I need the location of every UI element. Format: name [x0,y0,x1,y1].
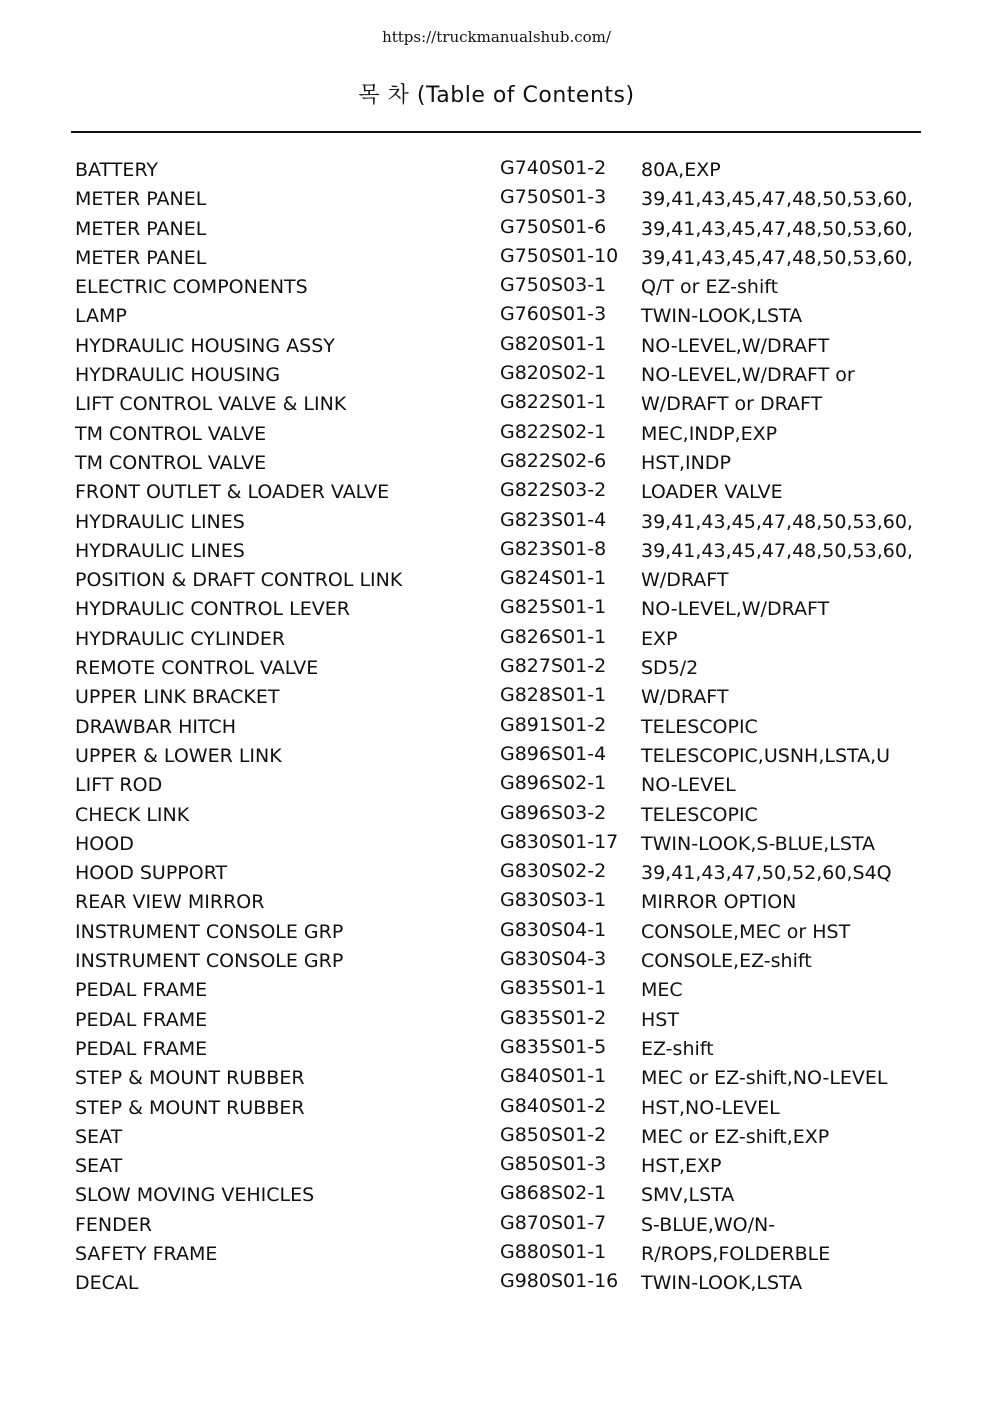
entry-title: LIFT CONTROL VALVE & LINK [75,393,347,416]
entry-code: G750S01-10 [500,244,619,267]
entry-note: CONSOLE,MEC or HST [641,920,851,943]
entry-title: UPPER & LOWER LINK [75,744,282,767]
toc-entry [75,1007,935,1036]
entry-title: UPPER LINK BRACKET [75,686,280,709]
entry-code: G880S01-1 [500,1240,607,1263]
entry-title: FENDER [75,1213,152,1236]
entry-title: METER PANEL [75,246,207,269]
toc-entry [75,1153,935,1182]
entry-code: G823S01-8 [500,537,607,560]
entry-note: HST,EXP [641,1155,722,1178]
toc-entry [75,509,935,538]
toc-entry [75,303,935,332]
entry-note: TWIN-LOOK,LSTA [641,1272,803,1295]
entry-note: 39,41,43,45,47,48,50,53,60, [641,539,913,562]
entry-title: HYDRAULIC LINES [75,539,245,562]
entry-title: REMOTE CONTROL VALVE [75,657,319,680]
toc-entry [75,421,935,450]
entry-note: MEC [641,979,683,1002]
entry-code: G896S01-4 [500,742,607,765]
entry-title: POSITION & DRAFT CONTROL LINK [75,569,403,592]
entry-code: G760S01-3 [500,303,607,326]
entry-title: LAMP [75,305,127,328]
entry-note: SD5/2 [641,657,699,680]
entry-code: G822S02-1 [500,420,607,443]
entry-note: 39,41,43,45,47,48,50,53,60, [641,246,913,269]
entry-title: DRAWBAR HITCH [75,715,237,738]
entry-note: NO-LEVEL,W/DRAFT [641,334,830,357]
entry-code: G896S02-1 [500,772,607,795]
entry-note: 39,41,43,45,47,48,50,53,60, [641,188,913,211]
toc-entry [75,802,935,831]
toc-entry [75,1124,935,1153]
entry-title: INSTRUMENT CONSOLE GRP [75,950,344,973]
entry-code: G830S02-2 [500,860,607,883]
entry-code: G891S01-2 [500,713,607,736]
entry-title: HYDRAULIC CYLINDER [75,627,286,650]
entry-title: INSTRUMENT CONSOLE GRP [75,920,344,943]
entry-code: G820S01-1 [500,332,607,355]
toc-entry [75,1241,935,1270]
entry-code: G835S01-1 [500,977,607,1000]
toc-entry [75,479,935,508]
entry-note: CONSOLE,EZ-shift [641,950,812,973]
entry-code: G750S01-6 [500,215,607,238]
toc-entry [75,333,935,362]
entry-note: EXP [641,627,678,650]
entry-code: G825S01-1 [500,596,607,619]
entry-title: STEP & MOUNT RUBBER [75,1096,305,1119]
entry-title: TM CONTROL VALVE [75,422,267,445]
entry-note: HST [641,1008,679,1031]
entry-title: BATTERY [75,159,159,181]
toc-entry [75,274,935,303]
table-of-contents [75,157,935,1300]
entry-title: ELECTRIC COMPONENTS [75,276,308,299]
entry-note: EZ-shift [641,1037,714,1060]
entry-title: HYDRAULIC LINES [75,510,245,533]
toc-entry [75,450,935,479]
entry-title: PEDAL FRAME [75,979,208,1002]
entry-note: 39,41,43,45,47,48,50,53,60, [641,510,913,533]
toc-entry [75,626,935,655]
entry-note: NO-LEVEL [641,774,736,797]
entry-note: HST,INDP [641,451,731,474]
entry-code: G830S04-3 [500,948,607,971]
toc-entry [75,1065,935,1094]
entry-code: G823S01-4 [500,508,607,531]
entry-note: TWIN-LOOK,LSTA [641,305,803,328]
page-title: 목 차 (Table of Contents) [358,83,635,108]
entry-title: LIFT ROD [75,774,163,797]
entry-code: G750S01-3 [500,186,607,209]
entry-note: TELESCOPIC [641,803,758,826]
entry-code: G870S01-7 [500,1211,607,1234]
entry-title: PEDAL FRAME [75,1037,208,1060]
entry-code: G826S01-1 [500,625,607,648]
toc-entry [75,567,935,596]
entry-code: G868S02-1 [500,1182,607,1205]
entry-title: REAR VIEW MIRROR [75,891,265,914]
entry-note: MEC or EZ-shift,NO-LEVEL [641,1067,888,1090]
entry-code: G822S03-2 [500,479,607,502]
entry-code: G828S01-1 [500,684,607,707]
entry-title: SEAT [75,1125,123,1148]
entry-code: G835S01-5 [500,1035,607,1058]
entry-title: METER PANEL [75,188,207,211]
entry-note: 80A,EXP [641,159,721,181]
entry-code: G750S03-1 [500,274,607,297]
entry-note: 39,41,43,47,50,52,60,S4Q [641,862,892,885]
toc-entry [75,977,935,1006]
title-divider [71,131,921,133]
entry-title: SLOW MOVING VEHICLES [75,1184,315,1207]
toc-entry [75,245,935,274]
entry-title: SAFETY FRAME [75,1242,218,1265]
toc-entry [75,772,935,801]
toc-entry [75,743,935,772]
entry-title: DECAL [75,1272,139,1295]
entry-title: PEDAL FRAME [75,1008,208,1031]
entry-code: G896S03-2 [500,801,607,824]
entry-title: HYDRAULIC CONTROL LEVER [75,598,350,621]
entry-title: METER PANEL [75,217,207,240]
entry-note: TWIN-LOOK,S-BLUE,LSTA [641,832,876,855]
entry-code: G820S02-1 [500,362,607,385]
toc-entry [75,538,935,567]
entry-code: G822S02-6 [500,449,607,472]
entry-note: HST,NO-LEVEL [641,1096,780,1119]
entry-note: S-BLUE,WO/N- [641,1213,776,1236]
entry-title: FRONT OUTLET & LOADER VALVE [75,481,390,504]
toc-entry [75,655,935,684]
entry-note: TELESCOPIC,USNH,LSTA,U [641,744,891,767]
toc-entry [75,684,935,713]
toc-entry [75,362,935,391]
entry-code: G850S01-2 [500,1123,607,1146]
toc-entry [75,216,935,245]
entry-code: G980S01-16 [500,1270,619,1293]
entry-note: LOADER VALVE [641,481,783,504]
toc-entry [75,714,935,743]
entry-code: G830S04-1 [500,918,607,941]
entry-title: HYDRAULIC HOUSING ASSY [75,334,335,357]
entry-note: MIRROR OPTION [641,891,797,914]
entry-title: HOOD [75,832,134,855]
entry-note: NO-LEVEL,W/DRAFT [641,598,830,621]
toc-entry [75,1095,935,1124]
entry-title: STEP & MOUNT RUBBER [75,1067,305,1090]
entry-title: HOOD SUPPORT [75,862,228,885]
toc-entry [75,889,935,918]
toc-entry [75,391,935,420]
toc-entry [75,948,935,977]
entry-code: G740S01-2 [500,157,607,179]
entry-title: CHECK LINK [75,803,190,826]
entry-code: G830S01-17 [500,830,619,853]
entry-note: R/ROPS,FOLDERBLE [641,1242,831,1265]
toc-entry [75,596,935,625]
entry-note: W/DRAFT [641,686,729,709]
toc-entry [75,919,935,948]
toc-entry [75,1270,935,1299]
toc-entry [75,860,935,889]
entry-note: MEC or EZ-shift,EXP [641,1125,830,1148]
entry-code: G824S01-1 [500,567,607,590]
toc-entry [75,1036,935,1065]
entry-note: NO-LEVEL,W/DRAFT or [641,364,855,387]
toc-entry [75,157,935,186]
entry-note: W/DRAFT [641,569,729,592]
entry-code: G840S01-1 [500,1065,607,1088]
entry-note: TELESCOPIC [641,715,758,738]
toc-entry [75,831,935,860]
toc-entry [75,1182,935,1211]
entry-note: SMV,LSTA [641,1184,735,1207]
entry-title: HYDRAULIC HOUSING [75,364,281,387]
source-url: https://truckmanualshub.com/ [382,28,611,46]
entry-code: G830S03-1 [500,889,607,912]
entry-note: MEC,INDP,EXP [641,422,778,445]
entry-title: TM CONTROL VALVE [75,451,267,474]
entry-code: G835S01-2 [500,1006,607,1029]
entry-code: G827S01-2 [500,655,607,678]
entry-title: SEAT [75,1155,123,1178]
toc-entry [75,186,935,215]
toc-entry [75,1212,935,1241]
entry-note: 39,41,43,45,47,48,50,53,60, [641,217,913,240]
entry-code: G822S01-1 [500,391,607,414]
entry-note: W/DRAFT or DRAFT [641,393,823,416]
entry-code: G850S01-3 [500,1153,607,1176]
entry-code: G840S01-2 [500,1094,607,1117]
entry-note: Q/T or EZ-shift [641,276,779,299]
